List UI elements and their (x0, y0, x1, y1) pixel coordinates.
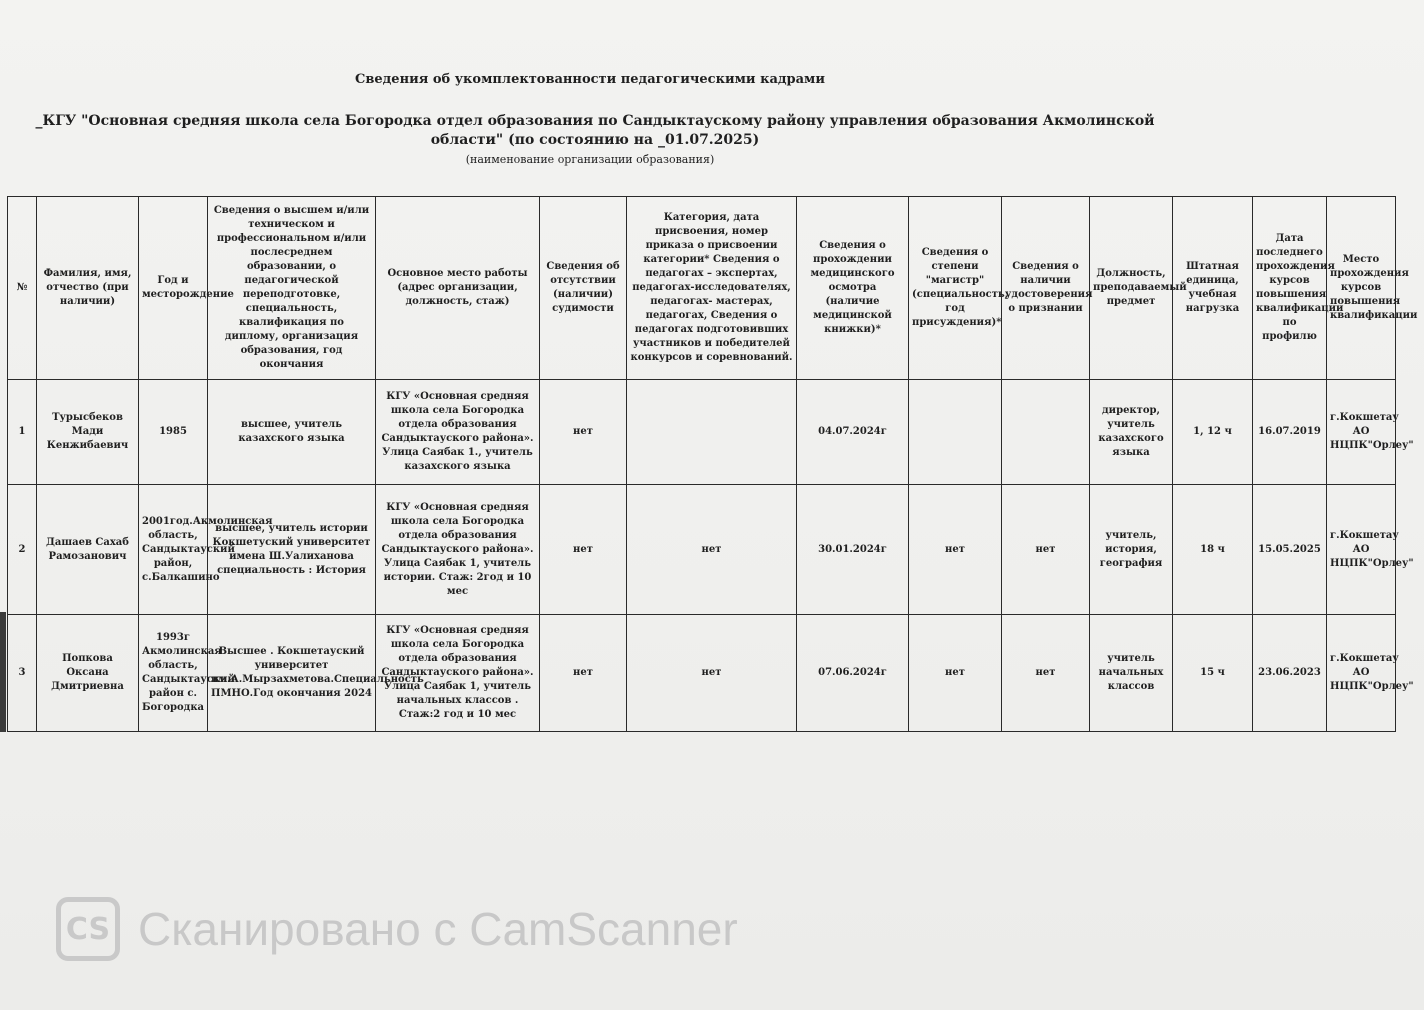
cell-name: Турысбеков Мади Кенжибаевич (37, 380, 139, 485)
organization-caption: (наименование организации образования) (465, 153, 715, 166)
header-medical: Сведения о прохождении медицинского осмотра (наличие медицинской книжки)* (797, 197, 909, 380)
header-criminal: Сведения об отсутствии (наличии) судимости (540, 197, 627, 380)
cell-education: Высшее . Кокшетауский университет им.А.Мырзахметова.Специальность ПМНО.Год окончания 2024 (208, 615, 376, 732)
header-position: Должность, преподаваемый предмет (1090, 197, 1173, 380)
camscanner-watermark (56, 894, 738, 964)
cell-num: 3 (8, 615, 37, 732)
header-course-date: Дата последнего прохождения курсов повышения квалификации по профилю (1253, 197, 1327, 380)
cell-course-date: 15.05.2025 (1253, 485, 1327, 615)
header-course-place: Место прохождения курсов повышения квалификации (1327, 197, 1396, 380)
header-birth: Год и месторождение (139, 197, 208, 380)
cell-education: высшее, учитель казахского языка (208, 380, 376, 485)
header-education: Сведения о высшем и/или техническом и профессиональном и/или послесреднем образовании, о педагогической переподготовке, специальность, квалификация по диплому, организация образования, год окончания (208, 197, 376, 380)
cell-load: 18 ч (1173, 485, 1253, 615)
cell-birth: 1985 (139, 380, 208, 485)
cell-load: 1, 12 ч (1173, 380, 1253, 485)
header-row (8, 197, 1396, 380)
cell-num: 2 (8, 485, 37, 615)
cell-criminal: нет (540, 485, 627, 615)
cell-master: нет (909, 615, 1002, 732)
cell-workplace: КГУ «Основная средняя школа села Богородка отдела образования Сандыктауского района». Улица Саябак 1, учитель истории. Стаж: 2год и 10 мес (376, 485, 540, 615)
cell-recognition (1002, 380, 1090, 485)
camscanner-logo-icon: CS (56, 897, 120, 961)
cell-position: директор, учитель казахского языка (1090, 380, 1173, 485)
cell-load: 15 ч (1173, 615, 1253, 732)
header-load: Штатная единица, учебная нагрузка (1173, 197, 1253, 380)
cell-criminal: нет (540, 380, 627, 485)
cell-category: нет (627, 615, 797, 732)
cell-medical: 04.07.2024г (797, 380, 909, 485)
cell-workplace: КГУ «Основная средняя школа села Богородка отдела образования Сандыктауского района». Улица Саябак 1., учитель казахского языка (376, 380, 540, 485)
cell-workplace: КГУ «Основная средняя школа села Богородка отдела образования Сандыктауского района». Улица Саябак 1, учитель начальных классов . Стаж:2 год и 10 мес (376, 615, 540, 732)
cell-position: учитель начальных классов (1090, 615, 1173, 732)
cell-name: Попкова Оксана Дмитриевна (37, 615, 139, 732)
watermark-text: Сканировано с CamScanner (138, 903, 738, 955)
cell-education: высшее, учитель истории Кокшетуский университет имена Ш.Уалиханова специальность : История (208, 485, 376, 615)
table-row (8, 615, 1396, 732)
cell-birth: 1993г Акмолинская область, Сандыктауский район с. Богородка (139, 615, 208, 732)
cell-course-date: 16.07.2019 (1253, 380, 1327, 485)
header-name: Фамилия, имя, отчество (при наличии) (37, 197, 139, 380)
cell-category (627, 380, 797, 485)
header-workplace: Основное место работы (адрес организации, должность, стаж) (376, 197, 540, 380)
cell-name: Дашаев Сахаб Рамозанович (37, 485, 139, 615)
table-row (8, 380, 1396, 485)
table-row (8, 485, 1396, 615)
cell-course-date: 23.06.2023 (1253, 615, 1327, 732)
organization-name: _КГУ "Основная средняя школа села Богородка отдел образования по Сандыктаускому району управления образования Акмолинской области" (по состоянию на _01.07.2025) (35, 113, 1155, 148)
header-recognition: Сведения о наличии удостоверения о признании (1002, 197, 1090, 380)
cell-category: нет (627, 485, 797, 615)
cell-course-place: г.Кокшетау АО НЦПК"Орлеу" (1327, 380, 1396, 485)
staff-table (7, 196, 1418, 732)
header-category: Категория, дата присвоения, номер приказа о присвоении категории* Сведения о педагогах – экспертах, педагогах-исследователях, педагогах- мастерах, педагогах, Сведения о педагогах подготовивших участников и победителей конкурсов и соревнований. (627, 197, 797, 380)
cell-master: нет (909, 485, 1002, 615)
page-edge-shadow (0, 612, 6, 732)
cell-medical: 07.06.2024г (797, 615, 909, 732)
cell-criminal: нет (540, 615, 627, 732)
cell-course-place: г.Кокшетау АО НЦПК"Орлеу" (1327, 485, 1396, 615)
document-title: Сведения об укомплектованности педагогическими кадрами (354, 72, 825, 87)
cell-recognition: нет (1002, 615, 1090, 732)
cell-master (909, 380, 1002, 485)
header-num: № (8, 197, 37, 380)
cell-birth: 2001год.Акмолинская область, Сандыктауский район, с.Балкашино (139, 485, 208, 615)
cell-position: учитель, история, география (1090, 485, 1173, 615)
header-master: Сведения о степени "магистр" (специальность, год присуждения)* (909, 197, 1002, 380)
cell-medical: 30.01.2024г (797, 485, 909, 615)
cell-recognition: нет (1002, 485, 1090, 615)
cell-num: 1 (8, 380, 37, 485)
cell-course-place: г.Кокшетау АО НЦПК"Орлеу" (1327, 615, 1396, 732)
